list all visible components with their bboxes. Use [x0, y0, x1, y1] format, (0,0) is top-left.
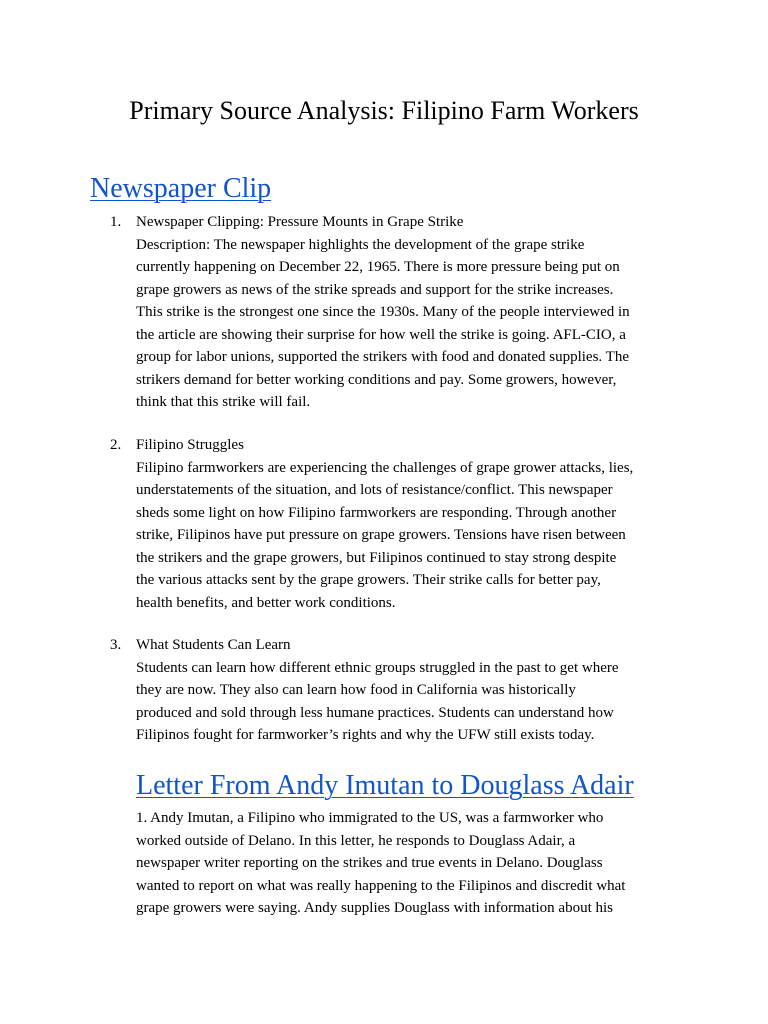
- document-title: Primary Source Analysis: Filipino Farm Workers: [129, 96, 639, 125]
- list-item-description: [136, 234, 686, 414]
- text-line: Description: The newspaper highlights the development of the grape strike: [136, 236, 585, 253]
- text-line: think that this strike will fail.: [136, 394, 311, 410]
- section-heading-newspaper-clip[interactable]: Newspaper Clip: [90, 173, 272, 204]
- text-line: sheds some light on how Filipino farmworkers are responding. Through another: [136, 504, 617, 521]
- text-line: newspaper writer reporting on the strikes and true events in Delano. Douglass: [136, 855, 603, 871]
- list-item-number: 1.: [110, 214, 122, 230]
- text-line: strikers demand for better working conditions and pay. Some growers, however,: [136, 371, 617, 388]
- letter-paragraph: [136, 807, 696, 920]
- text-line: strike, Filipinos have put pressure on grape growers. Tensions have risen between: [136, 527, 626, 543]
- text-line: produced and sold through less humane practices. Students can understand how: [136, 704, 614, 721]
- section-heading-letter[interactable]: Letter From Andy Imutan to Douglass Adair: [136, 770, 634, 801]
- list-item-title: Filipino Struggles: [136, 437, 244, 453]
- text-line: Filipino farmworkers are experiencing the challenges of grape grower attacks, lies,: [136, 459, 634, 476]
- list-item-description: [136, 457, 686, 615]
- text-line: they are now. They also can learn how food in California was historically: [136, 682, 576, 698]
- text-line: 1. Andy Imutan, a Filipino who immigrated to the US, was a farmworker who: [136, 810, 604, 826]
- text-line: health benefits, and better work conditions.: [136, 594, 396, 611]
- text-line: understatements of the situation, and lots of resistance/conflict. This newspaper: [136, 482, 613, 498]
- list-item-number: 3.: [110, 637, 122, 653]
- text-line: currently happening on December 22, 1965. There is more pressure being put on: [136, 259, 620, 275]
- text-line: This strike is the strongest one since the 1930s. Many of the people interviewed in: [136, 304, 630, 320]
- list-item-description: [136, 657, 686, 747]
- text-line: grape growers were saying. Andy supplies Douglass with information about his: [136, 900, 614, 916]
- text-line: grape growers as news of the strike spreads and support for the strike increases.: [136, 281, 614, 298]
- list-item-number: 2.: [110, 437, 122, 453]
- text-line: wanted to report on what was really happening to the Filipinos and discredit what: [136, 877, 626, 894]
- text-line: Filipinos fought for farmworker’s rights and why the UFW still exists today.: [136, 727, 595, 743]
- text-line: the various attacks sent by the grape growers. Their strike calls for better pay,: [136, 572, 601, 588]
- list-item-title: What Students Can Learn: [136, 637, 291, 653]
- text-line: the article are showing their surprise for how well the strike is going. AFL-CIO, a: [136, 326, 626, 343]
- list-item-title: Newspaper Clipping: Pressure Mounts in Grape Strike: [136, 214, 464, 230]
- text-line: the strikers and the grape growers, but Filipinos continued to stay strong despite: [136, 549, 617, 566]
- text-line: group for labor unions, supported the strikers with food and donated supplies. The: [136, 349, 629, 365]
- text-line: Students can learn how different ethnic groups struggled in the past to get where: [136, 659, 619, 676]
- text-line: worked outside of Delano. In this letter, he responds to Douglass Adair, a: [136, 832, 576, 849]
